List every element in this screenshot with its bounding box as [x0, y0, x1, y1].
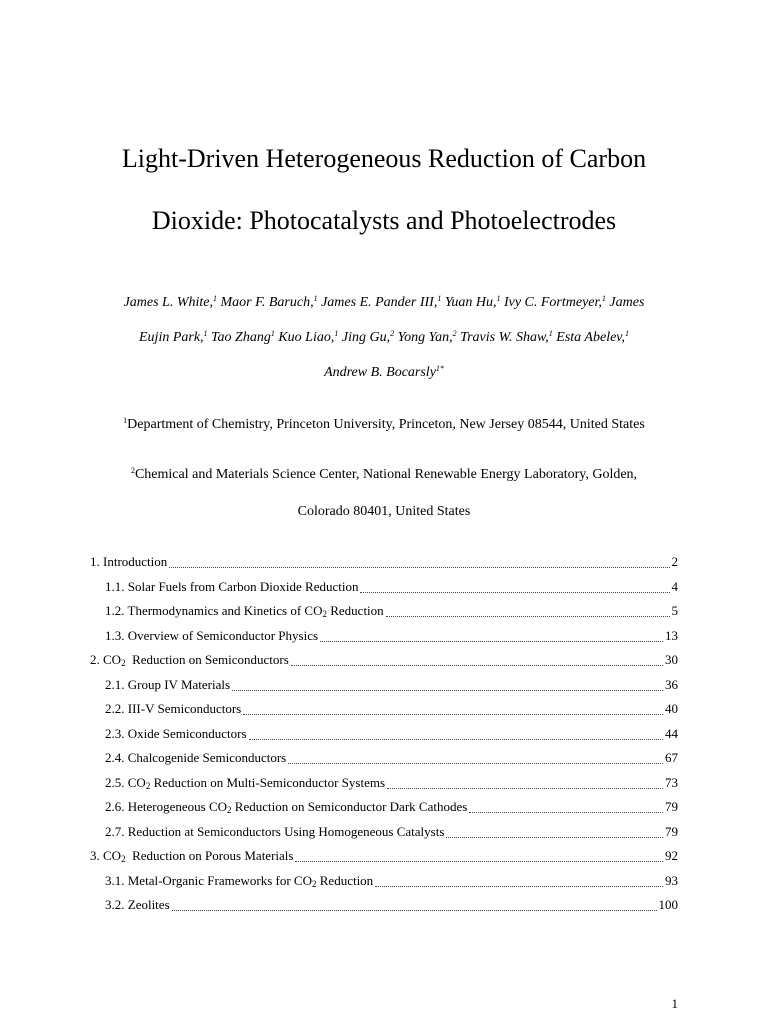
- toc-entry-label-text: 2.3. Oxide Semiconductors: [105, 725, 247, 741]
- toc-entry[interactable]: [105, 776, 678, 792]
- author-affiliation-marker: 1: [270, 329, 275, 338]
- affiliation-1: [40, 418, 728, 432]
- author-affiliation-marker: 1: [624, 329, 629, 338]
- author-name: Esta Abelev,: [552, 330, 625, 345]
- affiliation-1-text: Department of Chemistry, Princeton University, Princeton, New Jersey 08544, United States: [127, 417, 645, 432]
- toc-leader-dots: [387, 787, 663, 789]
- toc-entry-label: [105, 776, 385, 789]
- toc-leader-dots: [169, 566, 669, 568]
- toc-leader-dots: [469, 811, 663, 813]
- toc-entry-label-text: Reduction on Porous Materials: [125, 848, 294, 863]
- toc-entry-label-text: 1.3. Overview of Semiconductor Physics: [105, 627, 319, 643]
- toc-entry-page: 2: [671, 554, 678, 569]
- toc-entry-label: [105, 702, 241, 715]
- author-name: Maor F. Baruch,: [217, 295, 314, 310]
- toc-entry-label: [105, 825, 444, 838]
- author-affiliation-marker: 1: [203, 329, 208, 338]
- toc-entry-page: 40: [665, 701, 678, 716]
- toc-leader-dots: [291, 664, 663, 666]
- toc-leader-dots: [295, 860, 663, 862]
- toc-entry-label: [105, 874, 373, 887]
- author-name: Tao Zhang: [207, 330, 271, 345]
- toc-entry[interactable]: [105, 825, 678, 841]
- author-name: Yong Yan,: [394, 330, 453, 345]
- toc-entry-label: [105, 800, 467, 813]
- author-name: James E. Pander III,: [317, 295, 438, 310]
- toc-entry-page: 79: [665, 799, 678, 814]
- toc-entry[interactable]: [90, 653, 678, 669]
- affiliation-1-marker: 1: [123, 416, 128, 425]
- toc-leader-dots: [360, 591, 669, 593]
- toc-entry-label-text: 3. CO: [90, 848, 122, 863]
- toc-entry-label: [105, 898, 170, 911]
- toc-entry-label: [105, 580, 358, 593]
- toc-entry-page: 30: [665, 652, 678, 667]
- toc-entry-page: 4: [671, 578, 678, 594]
- author-name: Travis W. Shaw,: [456, 330, 549, 345]
- author-name: James L. White,: [123, 295, 213, 310]
- affiliation-2-text: Chemical and Materials Science Center, National Renewable Energy Laboratory, Golden,: [134, 467, 638, 482]
- toc-entry-label-text: 2.4. Chalcogenide Semiconductors: [105, 750, 287, 765]
- author-name: Eujin Park,: [139, 330, 204, 345]
- toc-leader-dots: [375, 885, 663, 887]
- toc-entry[interactable]: [105, 751, 678, 767]
- author-affiliation-marker: 1: [213, 294, 217, 303]
- toc-entry-subscript: 2: [121, 658, 126, 668]
- toc-entry[interactable]: [105, 800, 678, 816]
- author-name: Yuan Hu,: [441, 295, 497, 310]
- toc-entry-subscript: 2: [121, 854, 126, 864]
- toc-entry-label: [90, 555, 167, 568]
- author-affiliation-marker: 1: [313, 294, 318, 303]
- author-affiliation-marker: 2: [452, 329, 457, 338]
- author-affiliation-marker: 1: [334, 329, 339, 338]
- toc-entry-label: [105, 604, 384, 617]
- toc-entry-page: 13: [665, 627, 678, 643]
- toc-leader-dots: [172, 909, 657, 911]
- toc-entry-page: 44: [665, 725, 678, 741]
- toc-entry-page: 73: [665, 774, 678, 790]
- author-name: Ivy C. Fortmeyer,: [500, 295, 602, 310]
- toc-entry-label-text: Reduction: [316, 872, 374, 888]
- author-affiliation-marker: 1*: [435, 364, 444, 373]
- author-affiliation-marker: 2: [390, 329, 395, 338]
- affiliation-2-marker: 2: [130, 466, 135, 475]
- paper-title-line-1: Light-Driven Heterogeneous Reduction of Carbon: [121, 144, 647, 173]
- paper-title-line-2: Dioxide: Photocatalysts and Photoelectrodes: [151, 206, 617, 235]
- toc-entry-label: [105, 751, 286, 764]
- author-name: Jing Gu,: [338, 330, 391, 345]
- toc-entry-page: 100: [658, 897, 678, 912]
- toc-entry-label-text: 3.1. Metal-Organic Frameworks for CO: [105, 872, 312, 888]
- affiliation-2: [40, 468, 728, 482]
- toc-entry[interactable]: [105, 629, 678, 645]
- toc-entry-subscript: 2: [145, 780, 151, 791]
- toc-leader-dots: [232, 689, 663, 691]
- toc-entry[interactable]: [105, 727, 678, 743]
- toc-leader-dots: [288, 762, 663, 764]
- toc-entry-label-text: 2.2. III-V Semiconductors: [105, 701, 242, 716]
- toc-entry-label-text: 2.6. Heterogeneous CO: [105, 799, 228, 814]
- toc-entry-label-text: 1.1. Solar Fuels from Carbon Dioxide Reduction: [105, 578, 359, 594]
- author-name: Kuo Liao,: [274, 330, 335, 345]
- toc-entry-page: 79: [665, 823, 678, 839]
- toc-entry-label: [90, 653, 289, 666]
- toc-entry-subscript: 2: [227, 805, 232, 815]
- toc-leader-dots: [320, 640, 663, 642]
- toc-leader-dots: [446, 836, 663, 838]
- toc-entry-label-text: 1.2. Thermodynamics and Kinetics of CO: [105, 603, 323, 618]
- toc-entry-label-text: Reduction on Semiconductors: [125, 652, 289, 667]
- toc-entry[interactable]: [105, 702, 678, 718]
- affiliation-2-continued: Colorado 80401, United States: [297, 504, 471, 519]
- toc-entry-label-text: Reduction on Multi-Semiconductor Systems: [150, 774, 386, 790]
- toc-entry-label-text: 3.2. Zeolites: [105, 897, 170, 912]
- toc-entry[interactable]: [105, 580, 678, 596]
- toc-entry-page: 67: [665, 750, 678, 765]
- toc-entry[interactable]: [105, 898, 678, 914]
- author-line-1: [60, 296, 708, 310]
- toc-leader-dots: [249, 738, 663, 740]
- toc-entry-label: [105, 727, 247, 740]
- author-line-2: [60, 331, 708, 345]
- toc-entry[interactable]: [90, 555, 678, 571]
- toc-entry-label-text: Reduction on Semiconductor Dark Cathodes: [231, 799, 468, 814]
- toc-entry-label-text: 2.7. Reduction at Semiconductors Using Homogeneous Catalysts: [105, 823, 445, 839]
- toc-entry-label-text: 1. Introduction: [90, 554, 168, 569]
- author-name: James: [605, 295, 645, 310]
- author-affiliation-marker: 1: [548, 329, 553, 338]
- toc-entry-label-text: 2.5. CO: [105, 774, 146, 790]
- toc-entry[interactable]: [105, 678, 678, 694]
- toc-entry-subscript: 2: [322, 609, 327, 619]
- toc-entry-page: 36: [665, 676, 678, 692]
- toc-leader-dots: [243, 713, 663, 715]
- author-name: Andrew B. Bocarsly: [324, 365, 436, 380]
- toc-leader-dots: [386, 615, 670, 617]
- toc-entry-page: 5: [671, 603, 678, 618]
- author-affiliation-marker: 1: [601, 294, 606, 303]
- toc-entry-subscript: 2: [312, 878, 317, 889]
- author-line-3: [60, 366, 708, 380]
- toc-entry-label-text: 2.1. Group IV Materials: [105, 676, 231, 692]
- author-affiliation-marker: 1: [496, 294, 501, 303]
- toc-entry-label: [105, 629, 318, 642]
- toc-entry-label: [90, 849, 293, 862]
- toc-entry-label: [105, 678, 230, 691]
- toc-entry[interactable]: [105, 874, 678, 890]
- author-affiliation-marker: 1: [437, 294, 442, 303]
- toc-entry-label-text: 2. CO: [90, 652, 122, 667]
- page-number: 1: [671, 996, 678, 1011]
- toc-entry-label-text: Reduction: [326, 603, 384, 618]
- toc-entry-page: 92: [665, 848, 678, 863]
- toc-entry-page: 93: [665, 872, 678, 888]
- toc-entry[interactable]: [90, 849, 678, 865]
- toc-entry[interactable]: [105, 604, 678, 620]
